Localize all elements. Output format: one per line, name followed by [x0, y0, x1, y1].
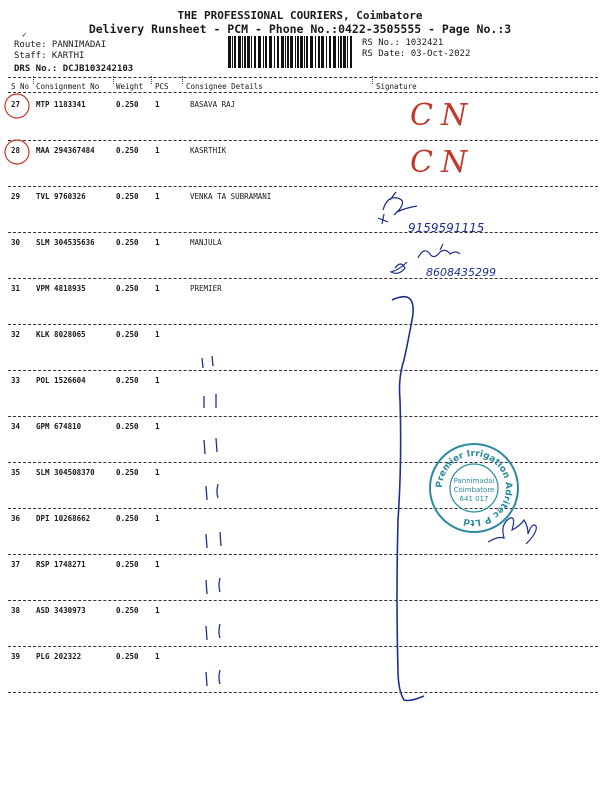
barcode-bar	[244, 36, 246, 68]
barcode-bar	[295, 36, 296, 68]
barcode-bar	[333, 36, 336, 68]
barcode-bar	[247, 36, 250, 68]
row-weight: 0.250	[116, 606, 139, 615]
row-separator	[8, 554, 598, 555]
signature-cn: CN	[410, 98, 476, 133]
barcode-bar	[265, 36, 267, 68]
col-header-weight: Weight	[116, 82, 144, 91]
col-header-pcs: PCS	[155, 82, 169, 91]
row-weight: 0.250	[116, 330, 139, 339]
row-pcs: 1	[155, 560, 160, 569]
handwritten-phone: 8608435299	[426, 266, 496, 279]
col-header-signature: Signature	[376, 82, 417, 91]
barcode-bar	[242, 36, 243, 68]
company-title: THE PROFESSIONAL COURIERS, Coimbatore	[177, 9, 423, 22]
barcode-bar	[318, 36, 320, 68]
drs-number: DRS No.: DCJB103242103	[14, 64, 134, 74]
barcode-bar	[329, 36, 331, 68]
row-sno: 36	[11, 514, 21, 523]
barcode-bar	[347, 36, 348, 68]
barcode-bar	[269, 36, 272, 68]
row-weight: 0.250	[116, 146, 139, 155]
row-separator	[8, 692, 598, 693]
barcode-bar	[263, 36, 264, 68]
row-separator	[8, 416, 598, 417]
col-divider	[182, 76, 183, 84]
row-sno: 39	[11, 652, 21, 661]
check-mark: ✓	[22, 30, 27, 39]
row-weight: 0.250	[116, 238, 139, 247]
row-sno: 28	[11, 146, 21, 155]
barcode-bar	[321, 36, 324, 68]
row-separator	[8, 462, 598, 463]
row-consignment-no: KLK 8028065	[36, 330, 86, 339]
row-pcs: 1	[155, 330, 160, 339]
stamp-line: Coimbatore	[453, 486, 495, 494]
barcode-bar	[350, 36, 352, 68]
row-sno: 35	[11, 468, 21, 477]
barcode-bar	[340, 36, 342, 68]
row-pcs: 1	[155, 146, 160, 155]
col-header-consignee: Consignee Details	[186, 82, 263, 91]
row-sno: 38	[11, 606, 21, 615]
row-separator	[8, 186, 598, 187]
row-weight: 0.250	[116, 100, 139, 109]
row-sno: 31	[11, 284, 21, 293]
barcode-bar	[306, 36, 308, 68]
row-weight: 0.250	[116, 652, 139, 661]
row-separator	[8, 278, 598, 279]
barcode-bar	[251, 36, 252, 68]
row-consignment-no: PLG 202322	[36, 652, 82, 661]
row-consignment-no: DPI 10268662	[36, 514, 91, 523]
barcode-bar	[258, 36, 261, 68]
barcode-bar	[228, 36, 231, 68]
row-consignee: KASRTHIK	[190, 146, 227, 155]
barcode-image	[228, 36, 352, 68]
barcode-bar	[274, 36, 275, 68]
rs-number: RS No.: 1032421	[362, 38, 444, 48]
row-consignee: PREMIER	[190, 284, 222, 293]
row-sno: 29	[11, 192, 21, 201]
col-divider	[33, 76, 34, 84]
row-sno: 32	[11, 330, 21, 339]
row-pcs: 1	[155, 376, 160, 385]
row-consignment-no: MAA 294367484	[36, 146, 95, 155]
row-separator	[8, 140, 598, 141]
barcode-bar	[234, 36, 236, 68]
row-separator	[8, 370, 598, 371]
row-sno: 30	[11, 238, 21, 247]
row-consignment-no: GPM 674810	[36, 422, 82, 431]
barcode-bar	[338, 36, 339, 68]
row-consignment-no: SLM 304508370	[36, 468, 95, 477]
route-label: Route: PANNIMADAI	[14, 40, 107, 50]
col-divider	[372, 76, 373, 84]
barcode-bar	[315, 36, 316, 68]
row-weight: 0.250	[116, 422, 139, 431]
barcode-bar	[300, 36, 303, 68]
row-pcs: 1	[155, 606, 160, 615]
row-sno: 37	[11, 560, 21, 569]
barcode-bar	[343, 36, 346, 68]
row-weight: 0.250	[116, 376, 139, 385]
row-pcs: 1	[155, 100, 160, 109]
barcode-bar	[290, 36, 293, 68]
row-consignment-no: SLM 304535636	[36, 238, 95, 247]
header-top-rule	[8, 77, 598, 78]
row-pcs: 1	[155, 514, 160, 523]
row-consignee: BASAVA RAJ	[190, 100, 236, 109]
barcode-bar	[304, 36, 305, 68]
barcode-bar	[277, 36, 279, 68]
rs-date: RS Date: 03-Oct-2022	[362, 49, 471, 59]
row-sno: 34	[11, 422, 21, 431]
row-pcs: 1	[155, 238, 160, 247]
row-consignment-no: RSP 1748271	[36, 560, 86, 569]
row-pcs: 1	[155, 284, 160, 293]
row-separator	[8, 646, 598, 647]
row-weight: 0.250	[116, 192, 139, 201]
row-separator	[8, 232, 598, 233]
row-pcs: 1	[155, 192, 160, 201]
row-weight: 0.250	[116, 514, 139, 523]
row-consignee: VENKA TA SUBRAMANI	[190, 192, 272, 201]
row-consignee: MANJULA	[190, 238, 222, 247]
header-bottom-rule	[8, 92, 598, 93]
barcode-bar	[254, 36, 256, 68]
row-consignment-no: MTP 1183341	[36, 100, 86, 109]
stamp-line: 641 017	[459, 495, 489, 503]
col-header-consignment: Consignment No	[36, 82, 100, 91]
barcode-bar	[310, 36, 313, 68]
staff-label: Staff: KARTHI	[14, 51, 85, 61]
signature-cn: CN	[410, 145, 476, 180]
col-divider	[113, 76, 114, 84]
barcode-bar	[232, 36, 233, 68]
row-weight: 0.250	[116, 560, 139, 569]
barcode-bar	[285, 36, 286, 68]
row-weight: 0.250	[116, 284, 139, 293]
stamp-ring-text: Premier Irrigation Adritec P Ltd	[434, 448, 514, 528]
barcode-bar	[297, 36, 299, 68]
row-separator	[8, 508, 598, 509]
barcode-bar	[287, 36, 289, 68]
barcode-bar	[281, 36, 284, 68]
row-consignment-no: POL 1526604	[36, 376, 86, 385]
col-divider	[151, 76, 152, 84]
row-consignment-no: TVL 9760326	[36, 192, 86, 201]
row-pcs: 1	[155, 422, 160, 431]
row-separator	[8, 600, 598, 601]
row-consignment-no: ASD 3430973	[36, 606, 86, 615]
handwritten-phone: 9159591115	[408, 221, 485, 235]
stamp-line: Pannimadai	[453, 477, 495, 485]
runsheet-subtitle: Delivery Runsheet - PCM - Phone No.:0422-3505555 - Page No.:3	[88, 22, 512, 36]
row-pcs: 1	[155, 468, 160, 477]
row-sno: 33	[11, 376, 21, 385]
row-sno: 27	[11, 100, 21, 109]
col-header-sno: S No	[11, 82, 30, 91]
row-pcs: 1	[155, 652, 160, 661]
row-weight: 0.250	[116, 468, 139, 477]
barcode-bar	[238, 36, 241, 68]
row-separator	[8, 324, 598, 325]
barcode-bar	[326, 36, 327, 68]
row-consignment-no: VPM 4818935	[36, 284, 86, 293]
